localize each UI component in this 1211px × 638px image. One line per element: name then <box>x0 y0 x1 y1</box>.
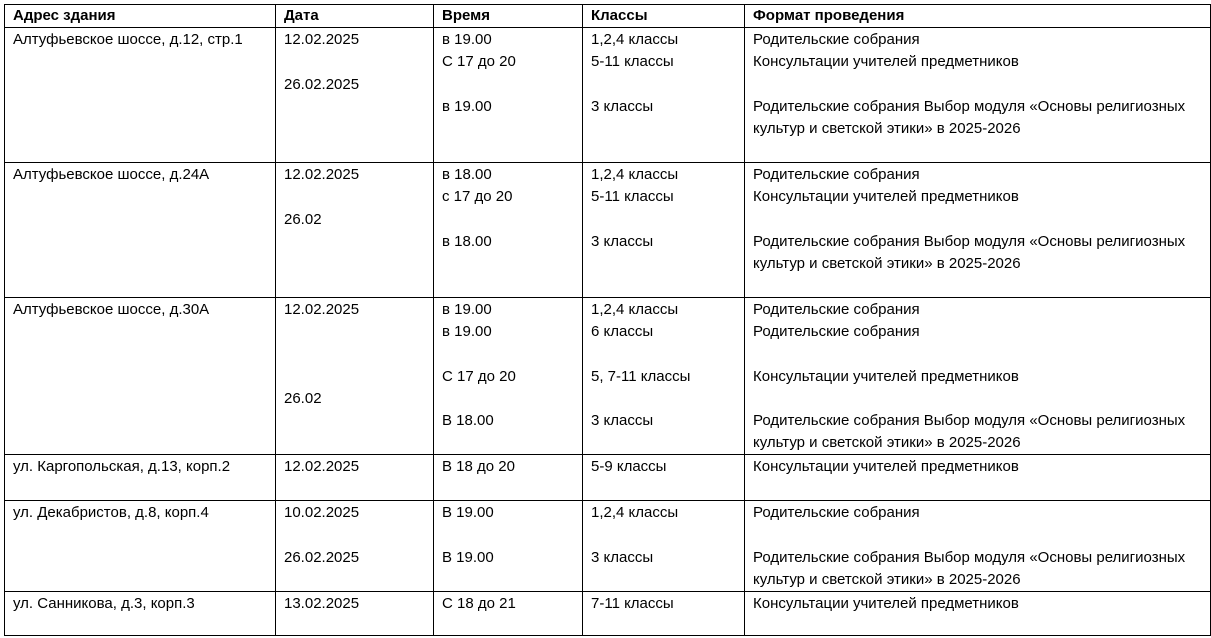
header-format: Формат проведения <box>745 5 1211 28</box>
table-row <box>5 501 1211 592</box>
format-cell: Родительские собрания Консультации учителей предметников Родительские собрания Выбор модуля «Основы религиозных культур и светской этики» в 2025-2026 <box>745 163 1211 298</box>
format-cell: Консультации учителей предметников <box>745 455 1211 501</box>
format-cell: Родительские собрания Консультации учителей предметников Родительские собрания Выбор модуля «Основы религиозных культур и светской этики» в 2025-2026 <box>745 28 1211 163</box>
date-cell: 12.02.2025 26.02.2025 <box>276 28 434 163</box>
time-cell: в 19.00 С 17 до 20 в 19.00 <box>434 28 583 163</box>
address-cell: ул. Декабристов, д.8, корп.4 <box>5 501 276 592</box>
table-row <box>5 298 1211 455</box>
header-date: Дата <box>276 5 434 28</box>
time-cell: в 18.00 с 17 до 20 в 18.00 <box>434 163 583 298</box>
address-cell: Алтуфьевское шоссе, д.12, стр.1 <box>5 28 276 163</box>
time-cell: В 19.00 В 19.00 <box>434 501 583 592</box>
address-cell: Алтуфьевское шоссе, д.24А <box>5 163 276 298</box>
date-cell: 13.02.2025 <box>276 592 434 636</box>
header-time: Время <box>434 5 583 28</box>
date-cell: 10.02.2025 26.02.2025 <box>276 501 434 592</box>
header-row <box>5 5 1211 28</box>
header-address: Адрес здания <box>5 5 276 28</box>
classes-cell: 5-9 классы <box>583 455 745 501</box>
table-row <box>5 163 1211 298</box>
format-cell: Родительские собрания Родительские собрания Консультации учителей предметников Родительские собрания Выбор модуля «Основы религиозных культур и светской этики» в 2025-2026 <box>745 298 1211 455</box>
format-cell: Родительские собрания Родительские собрания Выбор модуля «Основы религиозных культур и светской этики» в 2025-2026 <box>745 501 1211 592</box>
time-cell: в 19.00 в 19.00 С 17 до 20 В 18.00 <box>434 298 583 455</box>
date-cell: 12.02.2025 26.02 <box>276 298 434 455</box>
date-cell: 12.02.2025 <box>276 455 434 501</box>
time-cell: В 18 до 20 <box>434 455 583 501</box>
schedule-table <box>4 4 1211 636</box>
address-cell: ул. Санникова, д.3, корп.3 <box>5 592 276 636</box>
header-classes: Классы <box>583 5 745 28</box>
classes-cell: 1,2,4 классы 6 классы 5, 7-11 классы 3 классы <box>583 298 745 455</box>
classes-cell: 1,2,4 классы 3 классы <box>583 501 745 592</box>
address-cell: ул. Каргопольская, д.13, корп.2 <box>5 455 276 501</box>
format-cell: Консультации учителей предметников <box>745 592 1211 636</box>
time-cell: С 18 до 21 <box>434 592 583 636</box>
table-row <box>5 592 1211 636</box>
table-row <box>5 455 1211 501</box>
classes-cell: 1,2,4 классы 5-11 классы 3 классы <box>583 163 745 298</box>
table-row <box>5 28 1211 163</box>
classes-cell: 7-11 классы <box>583 592 745 636</box>
address-cell: Алтуфьевское шоссе, д.30А <box>5 298 276 455</box>
classes-cell: 1,2,4 классы 5-11 классы 3 классы <box>583 28 745 163</box>
date-cell: 12.02.2025 26.02 <box>276 163 434 298</box>
